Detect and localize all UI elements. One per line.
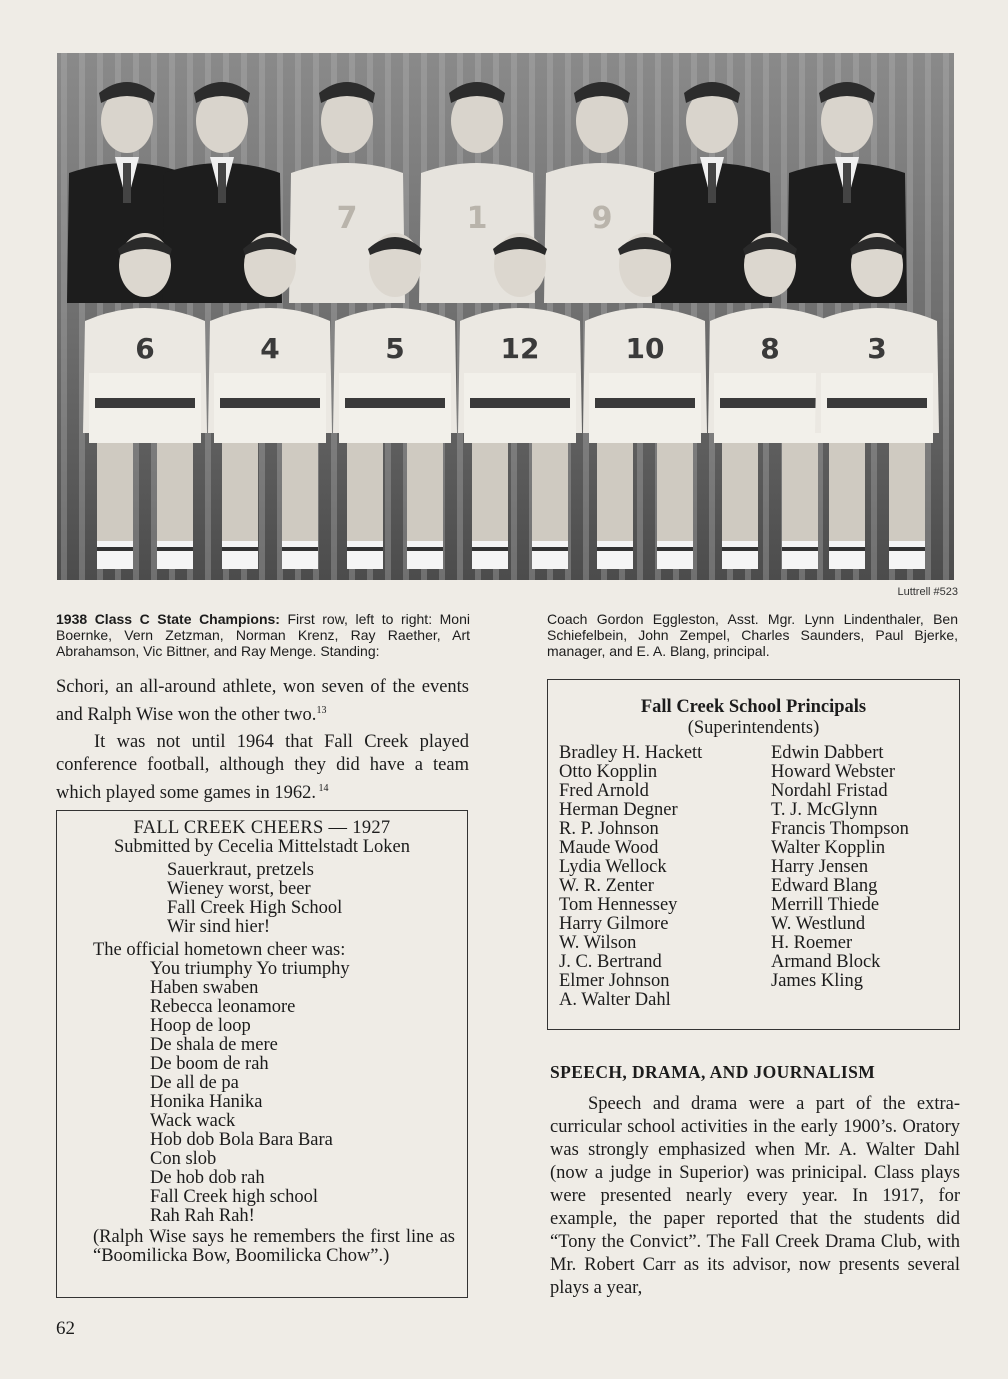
principal-name: W. Westlund	[771, 914, 866, 934]
principal-name: James Kling	[771, 971, 863, 991]
cheer-line: Rah Rah Rah!	[150, 1206, 255, 1226]
cheer-line: De boom de rah	[150, 1054, 269, 1074]
cheer-line: Hoop de loop	[150, 1016, 251, 1036]
principal-name: Edwin Dabbert	[771, 743, 884, 763]
principal-name: Walter Kopplin	[771, 838, 886, 858]
cheer-line: Sauerkraut, pretzels	[167, 860, 314, 880]
paragraph-football-text: It was not until 1964 that Fall Creek played conference football, although they did have a team which played some games in 1962.	[56, 732, 469, 804]
principal-name: H. Roemer	[771, 933, 853, 953]
jersey-number: 7	[336, 201, 358, 236]
photo-caption-left	[56, 611, 470, 659]
page-number: 62	[56, 1318, 75, 1339]
jersey-number: 6	[135, 332, 155, 365]
principal-name: Maude Wood	[559, 838, 659, 858]
principal-name: Merrill Thiede	[771, 895, 880, 915]
principal-name: J. C. Bertrand	[559, 952, 662, 972]
cheer-1927	[167, 861, 467, 937]
cheer-line: Hob dob Bola Bara Bara	[150, 1130, 333, 1150]
principals-column-1	[559, 744, 771, 1010]
principal-name: Bradley H. Hackett	[559, 743, 703, 763]
principal-name: R. P. Johnson	[559, 819, 659, 839]
jersey-number: 10	[625, 332, 665, 365]
official-cheer	[150, 960, 467, 1226]
jersey-number: 12	[500, 332, 540, 365]
team-photo	[57, 53, 954, 580]
caption-title: 1938 Class C State Champions:	[56, 611, 280, 627]
principal-name: Armand Block	[771, 952, 881, 972]
footnote-13: 13	[316, 705, 327, 716]
principal-name: Otto Kopplin	[559, 762, 658, 782]
cheer-line: You triumphy Yo triumphy	[150, 959, 350, 979]
paragraph-speech: Speech and drama were a part of the extra-curricular school activities in the early 1900’s. Oratory was strongly emphasized when Mr. A. Walter Dahl (now a judge in Superior) was prinicipal. Class plays were presented nearly every year. In 1917, for example, the paper reported that the students did “Tony the Convict”. The Fall Creek Drama Club, with Mr. Robert Carr as its advisor, now presents several plays a year,	[550, 1094, 960, 1298]
cheer-line: De hob dob rah	[150, 1168, 265, 1188]
principal-name: Elmer Johnson	[559, 971, 670, 991]
jersey-number: 5	[385, 332, 405, 365]
paragraph-football	[56, 731, 469, 805]
jersey-number: 1	[466, 201, 488, 236]
principal-name: Edward Blang	[771, 876, 878, 896]
jersey-number: 9	[591, 201, 613, 236]
principal-name: T. J. McGlynn	[771, 800, 878, 820]
principal-name: W. R. Zenter	[559, 876, 654, 896]
principal-name: Nordahl Fristad	[771, 781, 888, 801]
principal-name: Fred Arnold	[559, 781, 649, 801]
cheer-line: Wack wack	[150, 1111, 236, 1131]
cheer-line: Fall Creek High School	[167, 898, 343, 918]
footnote-14: 14	[315, 783, 329, 795]
paragraph-schori-text: Schori, an all-around athlete, won seven of the events and Ralph Wise won the other two.	[56, 677, 469, 726]
cheer-line: Con slob	[150, 1149, 217, 1169]
principals-title: Fall Creek School Principals	[640, 697, 867, 717]
section-heading-speech: SPEECH, DRAMA, AND JOURNALISM	[550, 1062, 876, 1082]
cheers-box	[56, 810, 468, 1298]
cheer-line: Rebecca leonamore	[150, 997, 296, 1017]
principals-subtitle: (Superintendents)	[687, 718, 820, 738]
principals-list	[548, 744, 959, 1010]
cheer-line: Honika Hanika	[150, 1092, 263, 1112]
cheers-submitted: Submitted by Cecelia Mittelstadt Loken	[114, 837, 410, 857]
principal-name: Herman Degner	[559, 800, 678, 820]
cheer-line: De shala de mere	[150, 1035, 278, 1055]
principal-name: Howard Webster	[771, 762, 896, 782]
principal-name: Lydia Wellock	[559, 857, 667, 877]
cheers-note: (Ralph Wise says he remembers the first line as “Boomilicka Bow, Boomilicka Chow”.)	[93, 1227, 455, 1266]
cheers-title: FALL CREEK CHEERS — 1927	[133, 818, 391, 838]
principal-name: Francis Thompson	[771, 819, 909, 839]
jersey-number: 3	[867, 332, 887, 365]
cheer-line: De all de pa	[150, 1073, 239, 1093]
caption-left-text: First row, left to right: Moni Boernke, Vern Zetzman, Norman Krenz, Ray Raether, Art Abrahamson, Vic Bittner, and Ray Menge. Standing:	[56, 611, 470, 659]
jersey-number: 4	[260, 332, 280, 365]
jersey-number: 8	[760, 332, 780, 365]
principal-name: Harry Jensen	[771, 857, 869, 877]
cheer-line: Haben swaben	[150, 978, 259, 998]
principal-name: Harry Gilmore	[559, 914, 669, 934]
official-cheer-intro: The official hometown cheer was:	[93, 940, 346, 960]
principals-column-2	[771, 744, 909, 1010]
photo-credit: Luttrell #523	[897, 586, 958, 598]
left-column-text	[56, 676, 469, 805]
principal-name: W. Wilson	[559, 933, 637, 953]
speech-section-text	[550, 1093, 960, 1300]
principals-box	[547, 679, 960, 1030]
cheer-line: Fall Creek high school	[150, 1187, 319, 1207]
principal-name: Tom Hennessey	[559, 895, 678, 915]
principal-name: A. Walter Dahl	[559, 990, 671, 1010]
team-photo-drawing	[57, 53, 954, 580]
cheer-line: Wir sind hier!	[167, 917, 271, 937]
cheer-line: Wieney worst, beer	[167, 879, 311, 899]
paragraph-schori	[56, 676, 469, 727]
photo-caption-right: Coach Gordon Eggleston, Asst. Mgr. Lynn Lindenthaler, Ben Schiefelbein, John Zempel, Charles Saunders, Paul Bjerke, manager, and E. A. Blang, principal.	[547, 611, 958, 659]
